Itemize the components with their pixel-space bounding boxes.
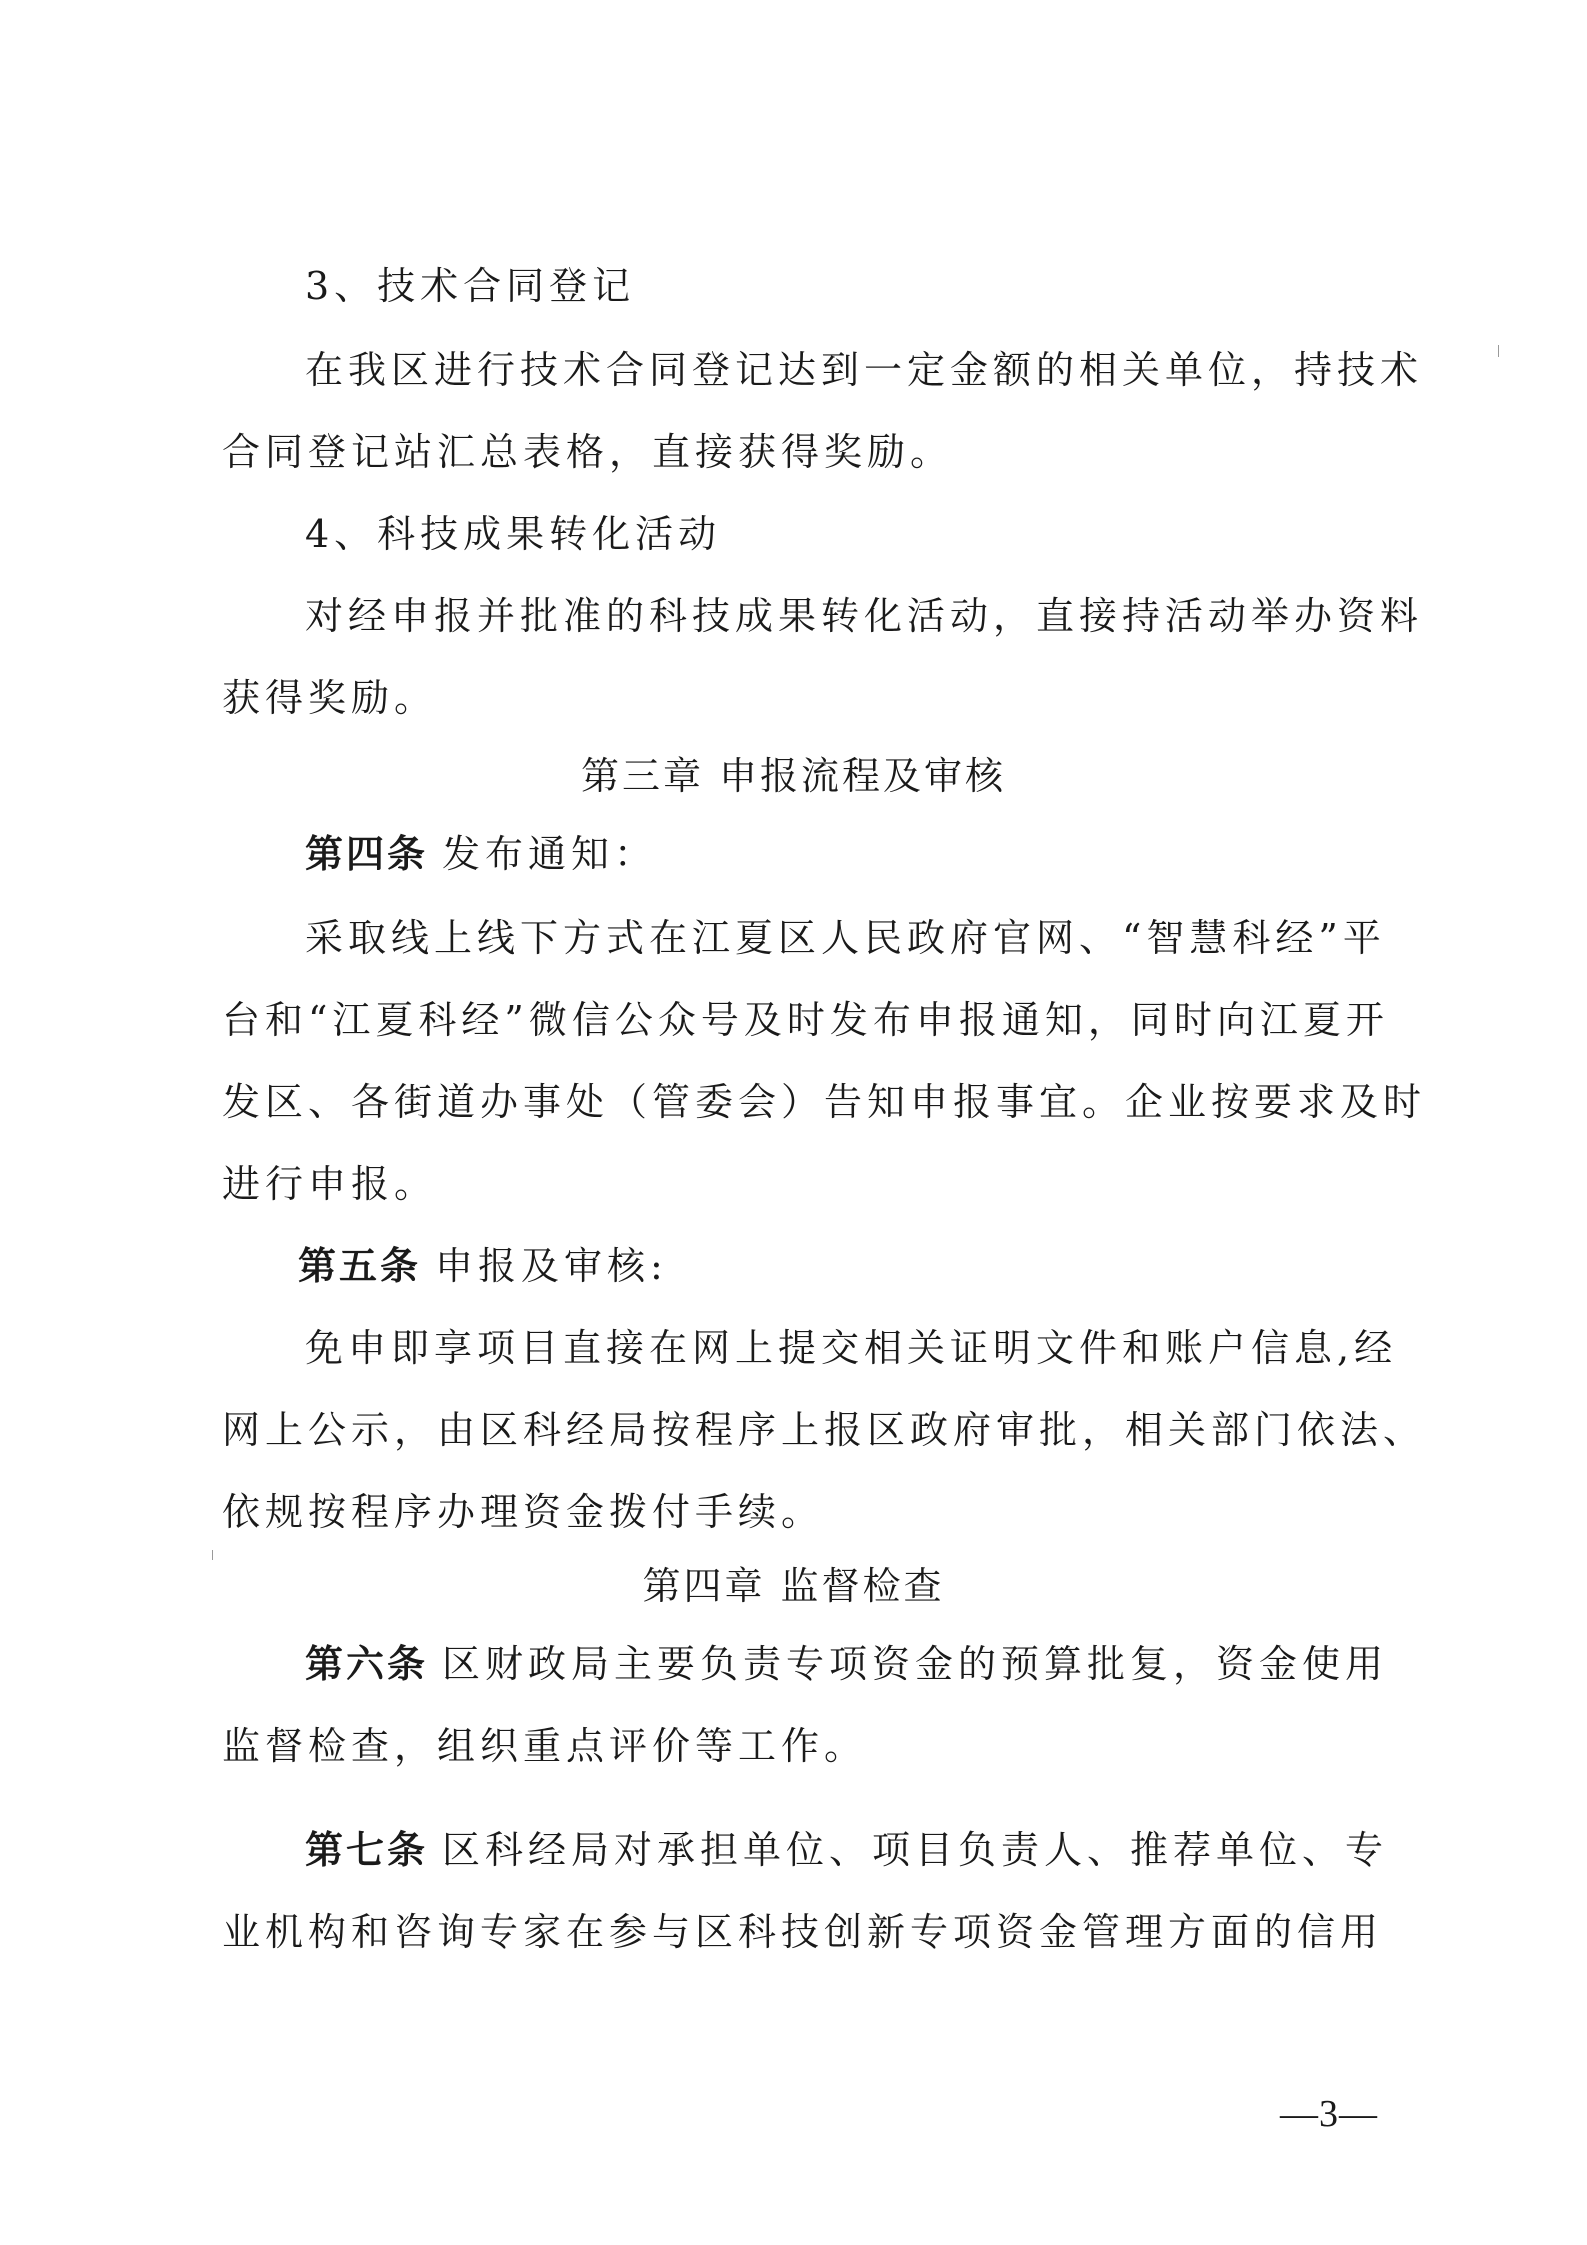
article4-label: 第四条 xyxy=(305,832,429,876)
article7-label: 第七条 xyxy=(305,1828,429,1872)
page-number: —3— xyxy=(1280,2093,1378,2135)
item4-body-line2: 获得奖励。 xyxy=(222,676,438,720)
article6-line1 xyxy=(305,1640,1455,1688)
item3-title: 3、技术合同登记 xyxy=(305,264,636,308)
article7-text: 区科经局对承担单位、项目负责人、推荐单位、专 xyxy=(442,1828,1389,1872)
scan-speck xyxy=(1498,345,1499,357)
article5-heading xyxy=(298,1242,1448,1290)
article4-title: 发布通知： xyxy=(442,832,658,876)
item3-body-line1: 在我区进行技术合同登记达到一定金额的相关单位，持技术 xyxy=(305,348,1424,392)
article7-line2: 业机构和咨询专家在参与区科技创新专项资金管理方面的信用 xyxy=(222,1910,1384,1954)
article4-line3: 发区、各街道办事处（管委会）告知申报事宜。企业按要求及时 xyxy=(222,1080,1427,1124)
article5-title: 申报及审核: xyxy=(435,1244,668,1288)
article7-line1 xyxy=(305,1826,1455,1874)
article5-label: 第五条 xyxy=(298,1244,422,1288)
article4-heading xyxy=(305,830,1455,878)
article4-line1: 采取线上线下方式在江夏区人民政府官网、“智慧科经”平 xyxy=(305,916,1386,960)
chapter4-title: 第四章 监督检查 xyxy=(642,1564,945,1608)
item4-body-line1: 对经申报并批准的科技成果转化活动，直接持活动举办资料 xyxy=(305,594,1424,638)
scan-speck xyxy=(212,1550,213,1560)
chapter3-title: 第三章 申报流程及审核 xyxy=(580,754,1007,798)
article5-line3: 依规按程序办理资金拨付手续。 xyxy=(222,1490,825,1534)
article4-line4: 进行申报。 xyxy=(222,1162,438,1206)
item3-body-line2: 合同登记站汇总表格，直接获得奖励。 xyxy=(222,430,954,474)
article5-line2: 网上公示，由区科经局按程序上报区政府审批，相关部门依法、 xyxy=(222,1408,1427,1452)
article6-line2: 监督检查，组织重点评价等工作。 xyxy=(222,1724,868,1768)
article5-line1: 免申即享项目直接在网上提交相关证明文件和账户信息,经 xyxy=(305,1326,1398,1370)
article6-label: 第六条 xyxy=(305,1642,429,1686)
article4-line2: 台和“江夏科经”微信公众号及时发布申报通知，同时向江夏开 xyxy=(222,998,1389,1042)
article6-text: 区财政局主要负责专项资金的预算批复，资金使用 xyxy=(442,1642,1389,1686)
item4-title: 4、科技成果转化活动 xyxy=(305,512,722,556)
